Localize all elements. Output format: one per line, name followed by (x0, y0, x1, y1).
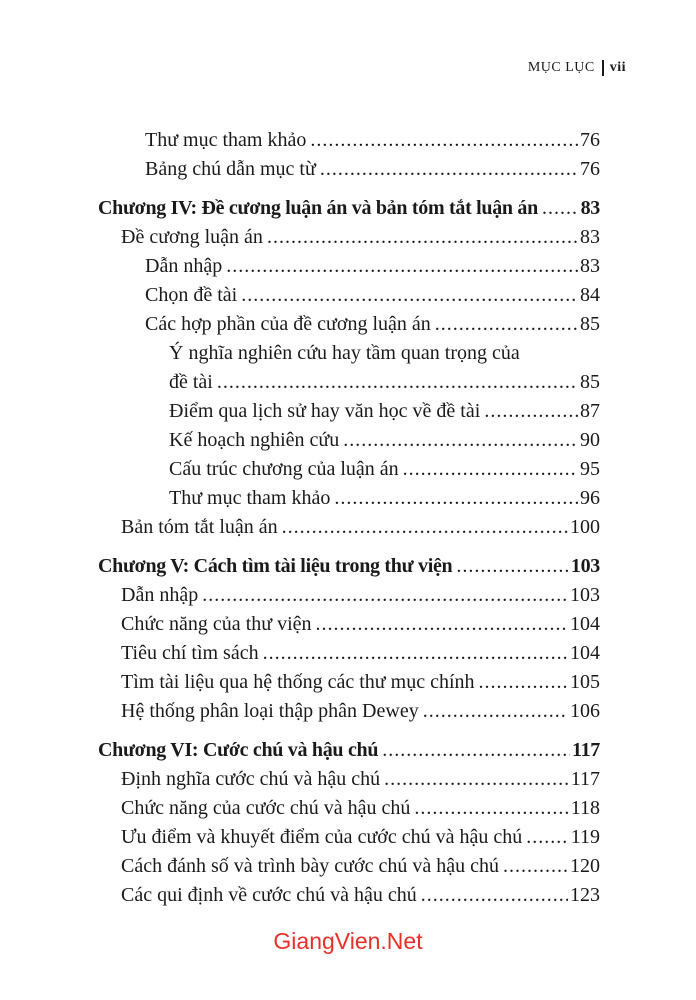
toc-entry (96, 581, 600, 610)
toc-dot-leader (241, 281, 578, 310)
toc-entry (96, 881, 600, 910)
toc-entry-title: Hệ thống phân loại thập phân Dewey (121, 700, 419, 722)
toc-dot-leader (421, 881, 568, 910)
toc-dot-leader (217, 368, 578, 397)
toc-entry (96, 252, 600, 281)
toc-entry-page: 85 (580, 313, 600, 335)
toc-dot-leader (202, 581, 568, 610)
toc-entry (96, 455, 600, 484)
toc-dot-leader (263, 639, 568, 668)
toc-entry (96, 426, 600, 455)
toc-group (96, 194, 600, 542)
running-header (528, 60, 626, 76)
toc-entry (96, 310, 600, 339)
toc-entry-title: Ưu điểm và khuyết điểm của cước chú và hậu chú (121, 826, 523, 848)
toc-entry-title: Cấu trúc chương của luận án (169, 458, 399, 480)
toc-dot-leader (384, 765, 569, 794)
toc-entry-title: Đề cương luận án (121, 226, 263, 248)
toc-entry-title: Chương VI: Cước chú và hậu chú (98, 739, 379, 761)
toc-entry-title: Tìm tài liệu qua hệ thống các thư mục chính (121, 671, 475, 693)
toc-entry-title: Chương V: Cách tìm tài liệu trong thư viện (98, 555, 453, 577)
toc-entry-title: Các hợp phần của đề cương luận án (145, 313, 431, 335)
toc-entry-title: Cách đánh số và trình bày cước chú và hậu chú (121, 855, 499, 877)
toc-entry (96, 368, 600, 397)
page-number: vii (609, 60, 626, 75)
toc-entry-page: 118 (570, 797, 600, 819)
toc-entry-page: 83 (580, 255, 600, 277)
toc-entry (96, 397, 600, 426)
toc-entry (96, 126, 600, 155)
watermark: GiangVien.Net (273, 928, 423, 954)
toc-entry-page: 120 (570, 855, 600, 877)
toc-entry-page: 103 (570, 555, 600, 577)
toc-dot-leader (382, 736, 570, 765)
toc-group (96, 126, 600, 184)
toc-entry-page: 87 (580, 400, 600, 422)
toc-dot-leader (316, 610, 568, 639)
toc-dot-leader (479, 668, 568, 697)
toc-dot-leader (526, 823, 568, 852)
toc-entry-page: 100 (570, 516, 600, 538)
toc-entry (96, 823, 600, 852)
toc-entry (96, 484, 600, 513)
toc-entry (96, 668, 600, 697)
toc-entry-title: Thư mục tham khảo (169, 487, 331, 509)
toc-entry (96, 281, 600, 310)
toc-entry-title: đề tài (169, 371, 213, 393)
toc-entry (96, 339, 600, 368)
toc-entry-title: Dẫn nhập (145, 255, 223, 277)
toc-chapter-entry (96, 552, 600, 581)
toc-entry-title: Dẫn nhập (121, 584, 199, 606)
toc-entry (96, 513, 600, 542)
toc-entry (96, 794, 600, 823)
toc-entry-page: 106 (570, 700, 600, 722)
toc-entry-page: 95 (580, 458, 600, 480)
toc-entry-title: Các qui định về cước chú và hậu chú (121, 884, 417, 906)
toc-entry-page: 96 (580, 487, 600, 509)
toc-dot-leader (484, 397, 578, 426)
toc-entry (96, 852, 600, 881)
toc-dot-leader (226, 252, 578, 281)
toc-dot-leader (267, 223, 578, 252)
toc-entry-title: Ý nghĩa nghiên cứu hay tầm quan trọng của (169, 342, 520, 364)
toc-entry-page: 117 (572, 739, 600, 761)
toc-entry (96, 610, 600, 639)
toc-dot-leader (456, 552, 569, 581)
toc-entry-title: Định nghĩa cước chú và hậu chú (121, 768, 381, 790)
toc-entry-page: 90 (580, 429, 600, 451)
toc-entry-title: Chức năng của thư viện (121, 613, 312, 635)
toc-dot-leader (414, 794, 568, 823)
toc-entry-page: 105 (570, 671, 600, 693)
toc-entry-title: Thư mục tham khảo (145, 129, 307, 151)
toc-dot-leader (334, 484, 578, 513)
toc-entry-title: Bảng chú dẫn mục từ (145, 158, 316, 180)
toc-dot-leader (503, 852, 568, 881)
toc-entry-title: Bản tóm tắt luận án (121, 516, 278, 538)
toc-entry-page: 103 (570, 584, 600, 606)
toc-entry-title: Tiêu chí tìm sách (121, 642, 259, 664)
toc-entry-title: Chọn đề tài (145, 284, 238, 306)
toc-entry (96, 697, 600, 726)
toc-entry-title: Kế hoạch nghiên cứu (169, 429, 340, 451)
toc-entry-page: 123 (570, 884, 600, 906)
toc-entry-page: 104 (570, 613, 600, 635)
toc-entry-page: 119 (570, 826, 600, 848)
toc-dot-leader (310, 126, 578, 155)
toc-entry-page: 83 (580, 226, 600, 248)
toc-dot-leader (542, 194, 579, 223)
toc-dot-leader (435, 310, 578, 339)
toc-dot-leader (423, 697, 568, 726)
running-header-title: MỤC LỤC (527, 60, 595, 75)
toc-entry-page: 76 (580, 158, 600, 180)
toc-entry-page: 117 (570, 768, 600, 790)
toc-entry-page: 84 (580, 284, 600, 306)
toc-group (96, 736, 600, 910)
toc-dot-leader (282, 513, 568, 542)
toc-dot-leader (403, 455, 578, 484)
toc-dot-leader (343, 426, 578, 455)
toc-entry-page: 85 (580, 371, 600, 393)
toc-entry (96, 155, 600, 184)
toc-entry (96, 639, 600, 668)
toc-chapter-entry (96, 194, 600, 223)
toc-entry-title: Điểm qua lịch sử hay văn học về đề tài (169, 400, 481, 422)
toc-entry-page: 76 (580, 129, 600, 151)
toc-entry-page: 83 (580, 197, 600, 219)
toc-chapter-entry (96, 736, 600, 765)
toc-entry (96, 765, 600, 794)
toc-entry-title: Chương IV: Đề cương luận án và bản tóm tắt luận án (98, 197, 538, 219)
header-divider (602, 60, 604, 76)
table-of-contents (96, 126, 600, 910)
toc-dot-leader (320, 155, 578, 184)
toc-group (96, 552, 600, 726)
toc-entry-title: Chức năng của cước chú và hậu chú (121, 797, 411, 819)
toc-entry (96, 223, 600, 252)
toc-entry-page: 104 (570, 642, 600, 664)
